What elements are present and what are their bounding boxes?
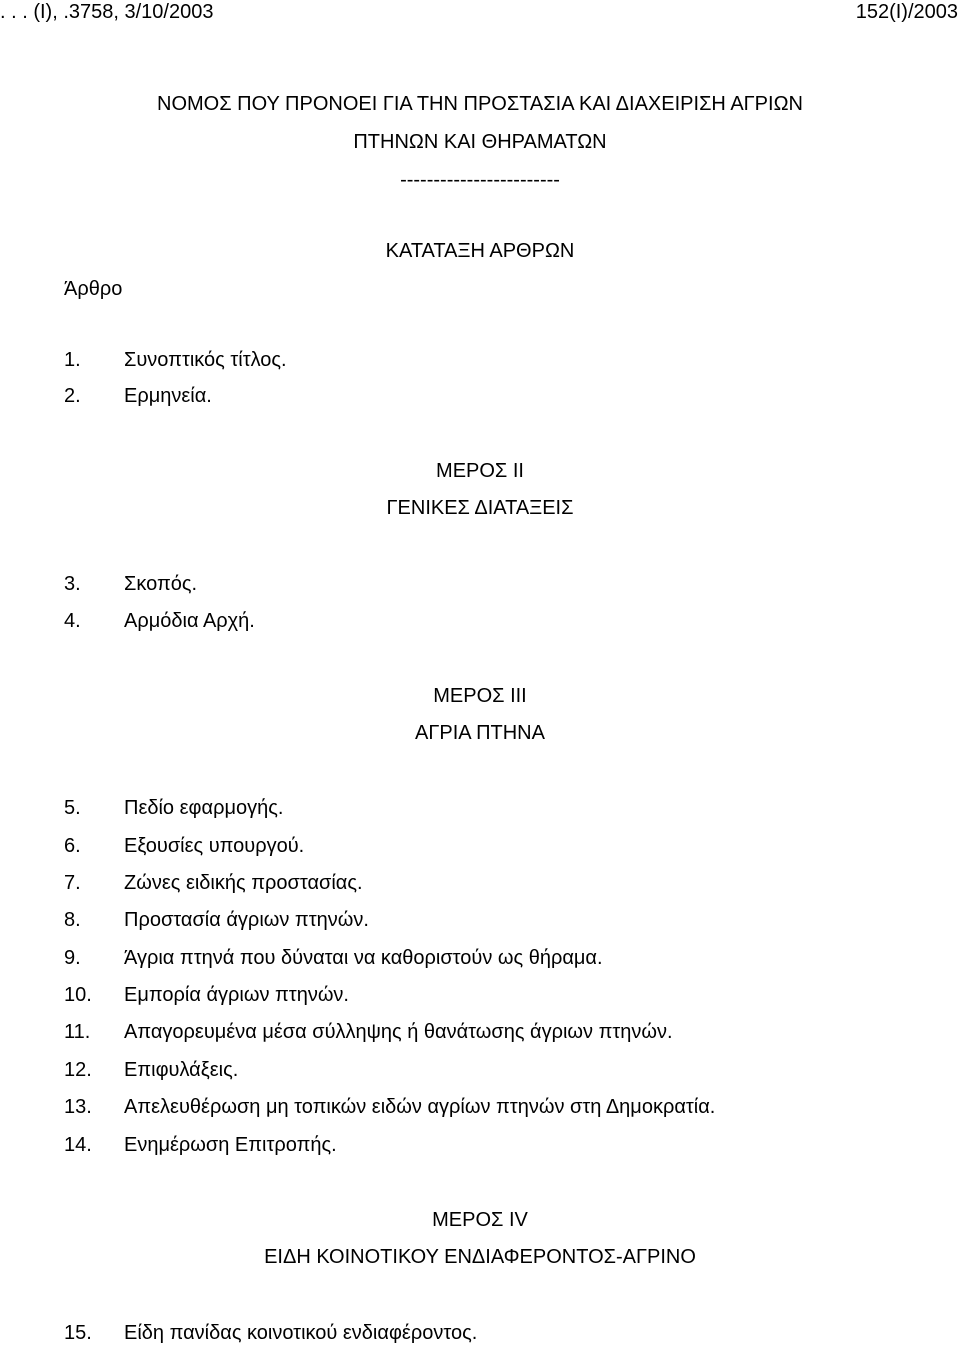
article-title: Ερμηνεία. <box>124 385 212 407</box>
article-number: 4. <box>64 610 81 632</box>
article-title: Προστασία άγριων πτηνών. <box>124 909 369 931</box>
article-title: Αρμόδια Αρχή. <box>124 610 255 632</box>
article-number: 13. <box>64 1096 92 1118</box>
article-number: 6. <box>64 835 81 857</box>
article-number: 9. <box>64 947 81 969</box>
article-number: 1. <box>64 349 81 371</box>
article-number: 12. <box>64 1059 92 1081</box>
law-number: 152(Ι)/2003 <box>855 1 958 23</box>
title-underline-rule: ------------------------ <box>400 169 560 191</box>
article-number: 11. <box>64 1021 91 1043</box>
article-number: 3. <box>64 573 81 595</box>
article-column-label: Άρθρο <box>64 278 123 300</box>
part-3-subheading: ΑΓΡΙΑ ΠΤΗΝΑ <box>415 722 545 744</box>
article-title: Συνοπτικός τίτλος. <box>124 349 287 371</box>
part-3-heading: ΜΕΡΟΣ ΙΙΙ <box>433 685 527 707</box>
part-4-subheading: ΕΙΔΗ ΚΟΙΝΟΤΙΚΟΥ ΕΝΔΙΑΦΕΡΟΝΤΟΣ-ΑΓΡΙΝΟ <box>264 1246 696 1268</box>
article-number: 10. <box>64 984 92 1006</box>
law-title-line-1: ΝΟΜΟΣ ΠΟΥ ΠΡΟΝΟΕΙ ΓΙΑ ΤΗΝ ΠΡΟΣΤΑΣΙΑ ΚΑΙ ΔΙΑΧΕΙΡΙΣΗ ΑΓΡΙΩΝ <box>157 93 803 115</box>
article-number: 14. <box>64 1134 92 1156</box>
article-title: Επιφυλάξεις. <box>124 1059 239 1081</box>
article-title: Σκοπός. <box>124 573 198 595</box>
part-4-heading: ΜΕΡΟΣ ΙV <box>432 1209 528 1231</box>
contents-heading: ΚΑΤΑΤΑΞΗ ΑΡΘΡΩΝ <box>385 240 575 262</box>
article-title: Απελευθέρωση μη τοπικών ειδών αγρίων πτηνών στη Δημοκρατία. <box>124 1096 716 1118</box>
article-title: Είδη πανίδας κοινοτικού ενδιαφέροντος. <box>124 1322 478 1344</box>
article-title: Ενημέρωση Επιτροπής. <box>124 1134 337 1156</box>
part-2-subheading: ΓΕΝΙΚΕΣ ΔΙΑΤΑΞΕΙΣ <box>386 497 574 519</box>
gazette-reference: . . . (Ι), .3758, 3/10/2003 <box>0 1 214 23</box>
article-number: 15. <box>64 1322 92 1344</box>
part-2-heading: ΜΕΡΟΣ ΙΙ <box>436 460 524 482</box>
law-title-line-2: ΠΤΗΝΩΝ ΚΑΙ ΘΗΡΑΜΑΤΩΝ <box>353 131 607 153</box>
article-number: 5. <box>64 797 81 819</box>
article-number: 8. <box>64 909 81 931</box>
article-title: Απαγορευμένα μέσα σύλληψης ή θανάτωσης άγριων πτηνών. <box>124 1021 673 1043</box>
article-number: 7. <box>64 872 81 894</box>
article-number: 2. <box>64 385 81 407</box>
article-title: Εξουσίες υπουργού. <box>124 835 305 857</box>
article-title: Ζώνες ειδικής προστασίας. <box>124 872 363 894</box>
article-title: Πεδίο εφαρμογής. <box>124 797 284 819</box>
article-title: Άγρια πτηνά που δύναται να καθοριστούν ως θήραμα. <box>124 947 603 969</box>
article-title: Εμπορία άγριων πτηνών. <box>124 984 349 1006</box>
